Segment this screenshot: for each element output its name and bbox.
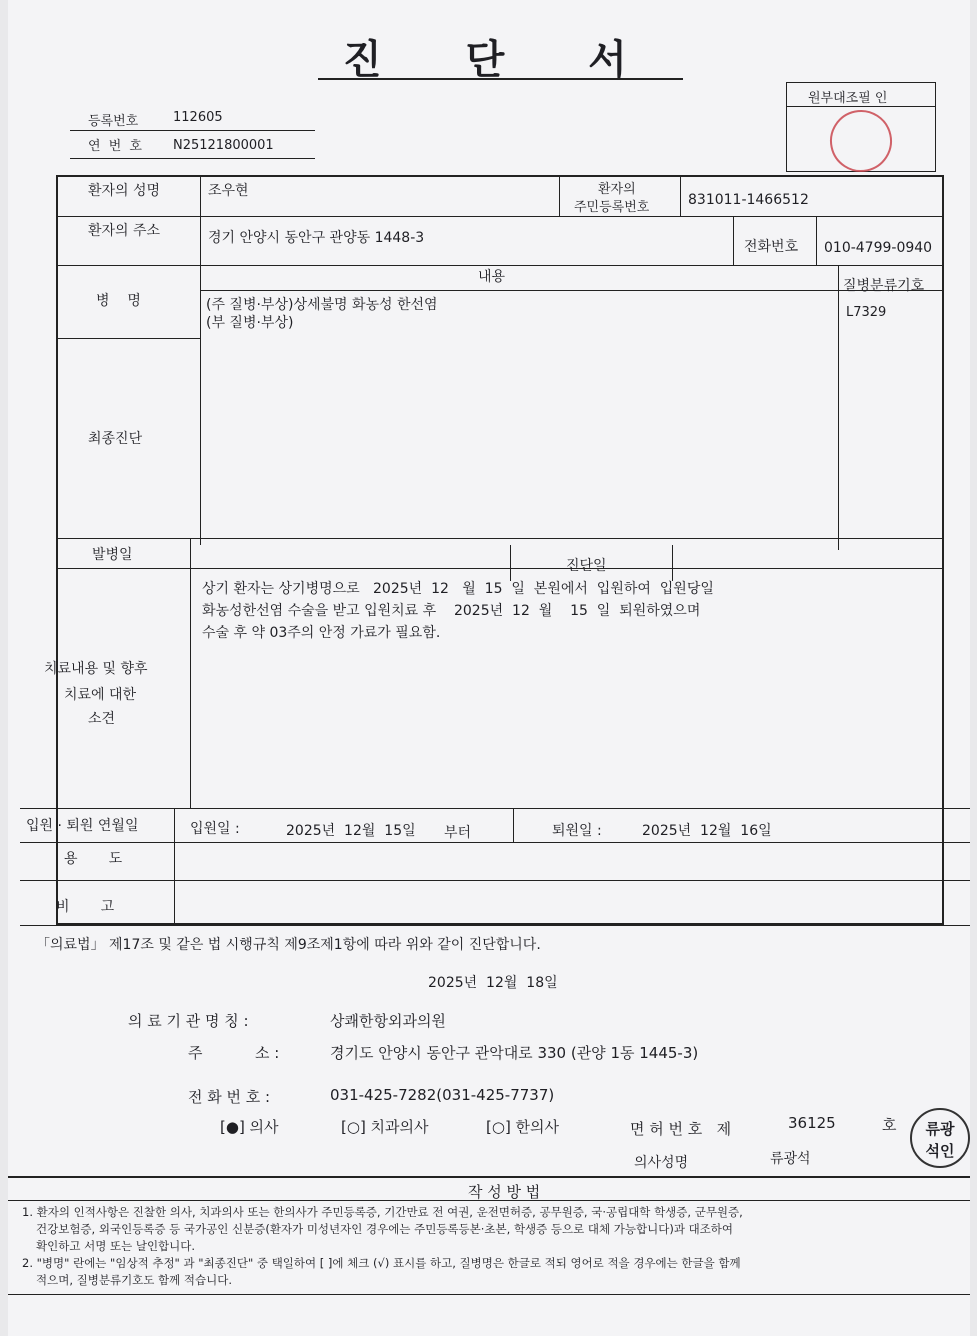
- row-divider: [200, 290, 944, 291]
- col-divider: [672, 545, 673, 581]
- diagnosis-certificate: [8, 0, 970, 1336]
- row-divider: [20, 842, 970, 843]
- row-divider: [56, 338, 201, 339]
- content-header: 내용: [478, 269, 506, 285]
- col-divider: [200, 175, 201, 265]
- institution-address-label: 주 소 :: [188, 1044, 280, 1062]
- institution-address: 경기도 안양시 동안구 관악대로 330 (관양 1동 1445-3): [330, 1044, 699, 1062]
- doctor-name-label: 의사성명: [634, 1155, 689, 1171]
- serial-number: N25121800001: [173, 138, 274, 153]
- code-header: 질병분류기호: [843, 278, 925, 294]
- license-label: 면 허 번 호 제: [630, 1120, 732, 1138]
- institution-name-label: 의 료 기 관 명 칭 :: [128, 1012, 249, 1030]
- registration-number: 112605: [173, 110, 223, 125]
- doctor-type-oriental: [○] 한의사: [486, 1118, 560, 1136]
- col-divider: [513, 808, 514, 842]
- doctor-type-dentist: [○] 치과의사: [341, 1118, 429, 1136]
- row-divider: [56, 216, 944, 217]
- row-divider: [56, 568, 944, 569]
- main-disease: (주 질병·부상)상세불명 화농성 한선염: [206, 297, 438, 313]
- patient-name: 조우현: [208, 183, 249, 199]
- disease-code: L7329: [846, 305, 887, 320]
- sub-disease: (부 질병·부상): [206, 315, 294, 331]
- registration-underline: [70, 130, 315, 131]
- method-note-2a: 2. "병명" 란에는 "임상적 추정" 과 "최종진단" 중 택일하여 [ ]에 체크 (√) 표시를 하고, 질병명은 한글로 적되 영어로 적을 경우에는 한글을 함께: [22, 1256, 741, 1270]
- treatment-line-1: 상기 환자는 상기병명으로 2025년 12 월 15 일 본원에서 입원하여 입원당일: [202, 581, 714, 597]
- method-title: 작 성 방 법: [468, 1183, 541, 1201]
- treatment-label-3: 소견: [88, 711, 116, 727]
- patient-phone: 010-4799-0940: [824, 240, 933, 256]
- disease-label: 병 명: [96, 293, 141, 309]
- admission-out-date: 2025년 12월 16일: [642, 823, 772, 839]
- serial-underline: [70, 158, 315, 159]
- col-divider: [838, 265, 839, 550]
- patient-rrn: 831011-1466512: [688, 192, 809, 208]
- method-divider: [8, 1200, 970, 1201]
- registration-label: 등록번호: [88, 114, 139, 129]
- license-number: 36125: [788, 1114, 836, 1132]
- treatment-label-2: 치료에 대한: [64, 687, 137, 703]
- rrn-label-2: 주민등록번호: [574, 200, 650, 215]
- legal-statement: 「의료법」 제17조 및 같은 법 시행규칙 제9조제1항에 따라 위와 같이 진단합니다.: [36, 937, 541, 953]
- method-note-1b: 건강보험증, 외국인등록증 등 국가공인 신분증(환자가 미성년자인 경우에는 주민등록등본·초본, 학생증 등으로 대체 가능합니다)과 대조하여: [36, 1222, 734, 1236]
- remarks-label: 비 고: [56, 899, 115, 915]
- col-divider: [733, 216, 734, 265]
- doctor-name: 류광석: [770, 1151, 811, 1167]
- serial-label: 연 번 호: [88, 139, 144, 154]
- col-divider: [680, 175, 681, 216]
- doctor-type-physician: [●] 의사: [220, 1118, 279, 1136]
- method-note-1c: 확인하고 서명 또는 날인합니다.: [36, 1239, 196, 1253]
- phone-label: 전화번호: [744, 239, 799, 255]
- institution-phone: 031-425-7282(031-425-7737): [330, 1086, 555, 1104]
- method-notes: [22, 1204, 743, 1289]
- document-title: 진 단 서: [343, 37, 627, 83]
- admission-label: 입원 · 퇴원 연월일: [26, 818, 139, 834]
- rrn-label-1: 환자의: [598, 182, 636, 197]
- col-divider: [559, 175, 560, 216]
- admission-out-label: 퇴원일 :: [552, 823, 602, 839]
- method-note-2b: 적으며, 질병분류기호도 함께 적습니다.: [36, 1273, 233, 1287]
- admission-in-label: 입원일 :: [190, 821, 240, 837]
- original-check-divider: [786, 106, 936, 107]
- patient-name-label: 환자의 성명: [88, 183, 161, 199]
- original-check-label: 원부대조필 인: [808, 91, 888, 106]
- method-top-border: [8, 1176, 970, 1178]
- admission-in-date: 2025년 12월 15일: [286, 823, 416, 839]
- method-note-1a: 1. 환자의 인적사항은 진찰한 의사, 치과의사 또는 한의사가 주민등록증, 기간만료 전 여권, 운전면허증, 공무원증, 국·공립대학 학생증, 군무원증,: [22, 1205, 743, 1219]
- diagnosis-date-label: 진단일: [566, 558, 607, 574]
- address-label: 환자의 주소: [88, 223, 161, 239]
- onset-label: 발병일: [92, 547, 133, 563]
- treatment-line-2: 화농성한선염 수술을 받고 입원치료 후 2025년 12 월 15 일 퇴원하였으며: [202, 603, 701, 619]
- col-divider: [174, 808, 175, 926]
- final-diagnosis-label: 최종진단: [88, 431, 143, 447]
- col-divider: [510, 545, 511, 581]
- purpose-label: 용 도: [64, 851, 123, 867]
- institution-name: 상쾌한항외과의원: [330, 1012, 446, 1030]
- patient-address: 경기 안양시 동안구 관양동 1448-3: [208, 230, 425, 246]
- institution-phone-label: 전 화 번 호 :: [188, 1088, 271, 1106]
- doctor-seal: 류광 석인: [910, 1108, 970, 1168]
- license-suffix: 호: [882, 1116, 897, 1134]
- row-divider: [20, 808, 970, 809]
- treatment-label-1: 치료내용 및 향후: [44, 661, 148, 677]
- admission-in-suffix: 부터: [444, 825, 472, 841]
- treatment-line-3: 수술 후 약 03주의 안정 가료가 필요함.: [202, 625, 441, 641]
- row-divider: [20, 880, 970, 881]
- method-bottom-border: [8, 1294, 970, 1295]
- col-divider: [200, 265, 201, 545]
- issue-date: 2025년 12월 18일: [428, 975, 558, 991]
- title-underline: [318, 78, 683, 80]
- row-divider: [20, 925, 970, 926]
- col-divider: [816, 216, 817, 265]
- col-divider: [190, 538, 191, 808]
